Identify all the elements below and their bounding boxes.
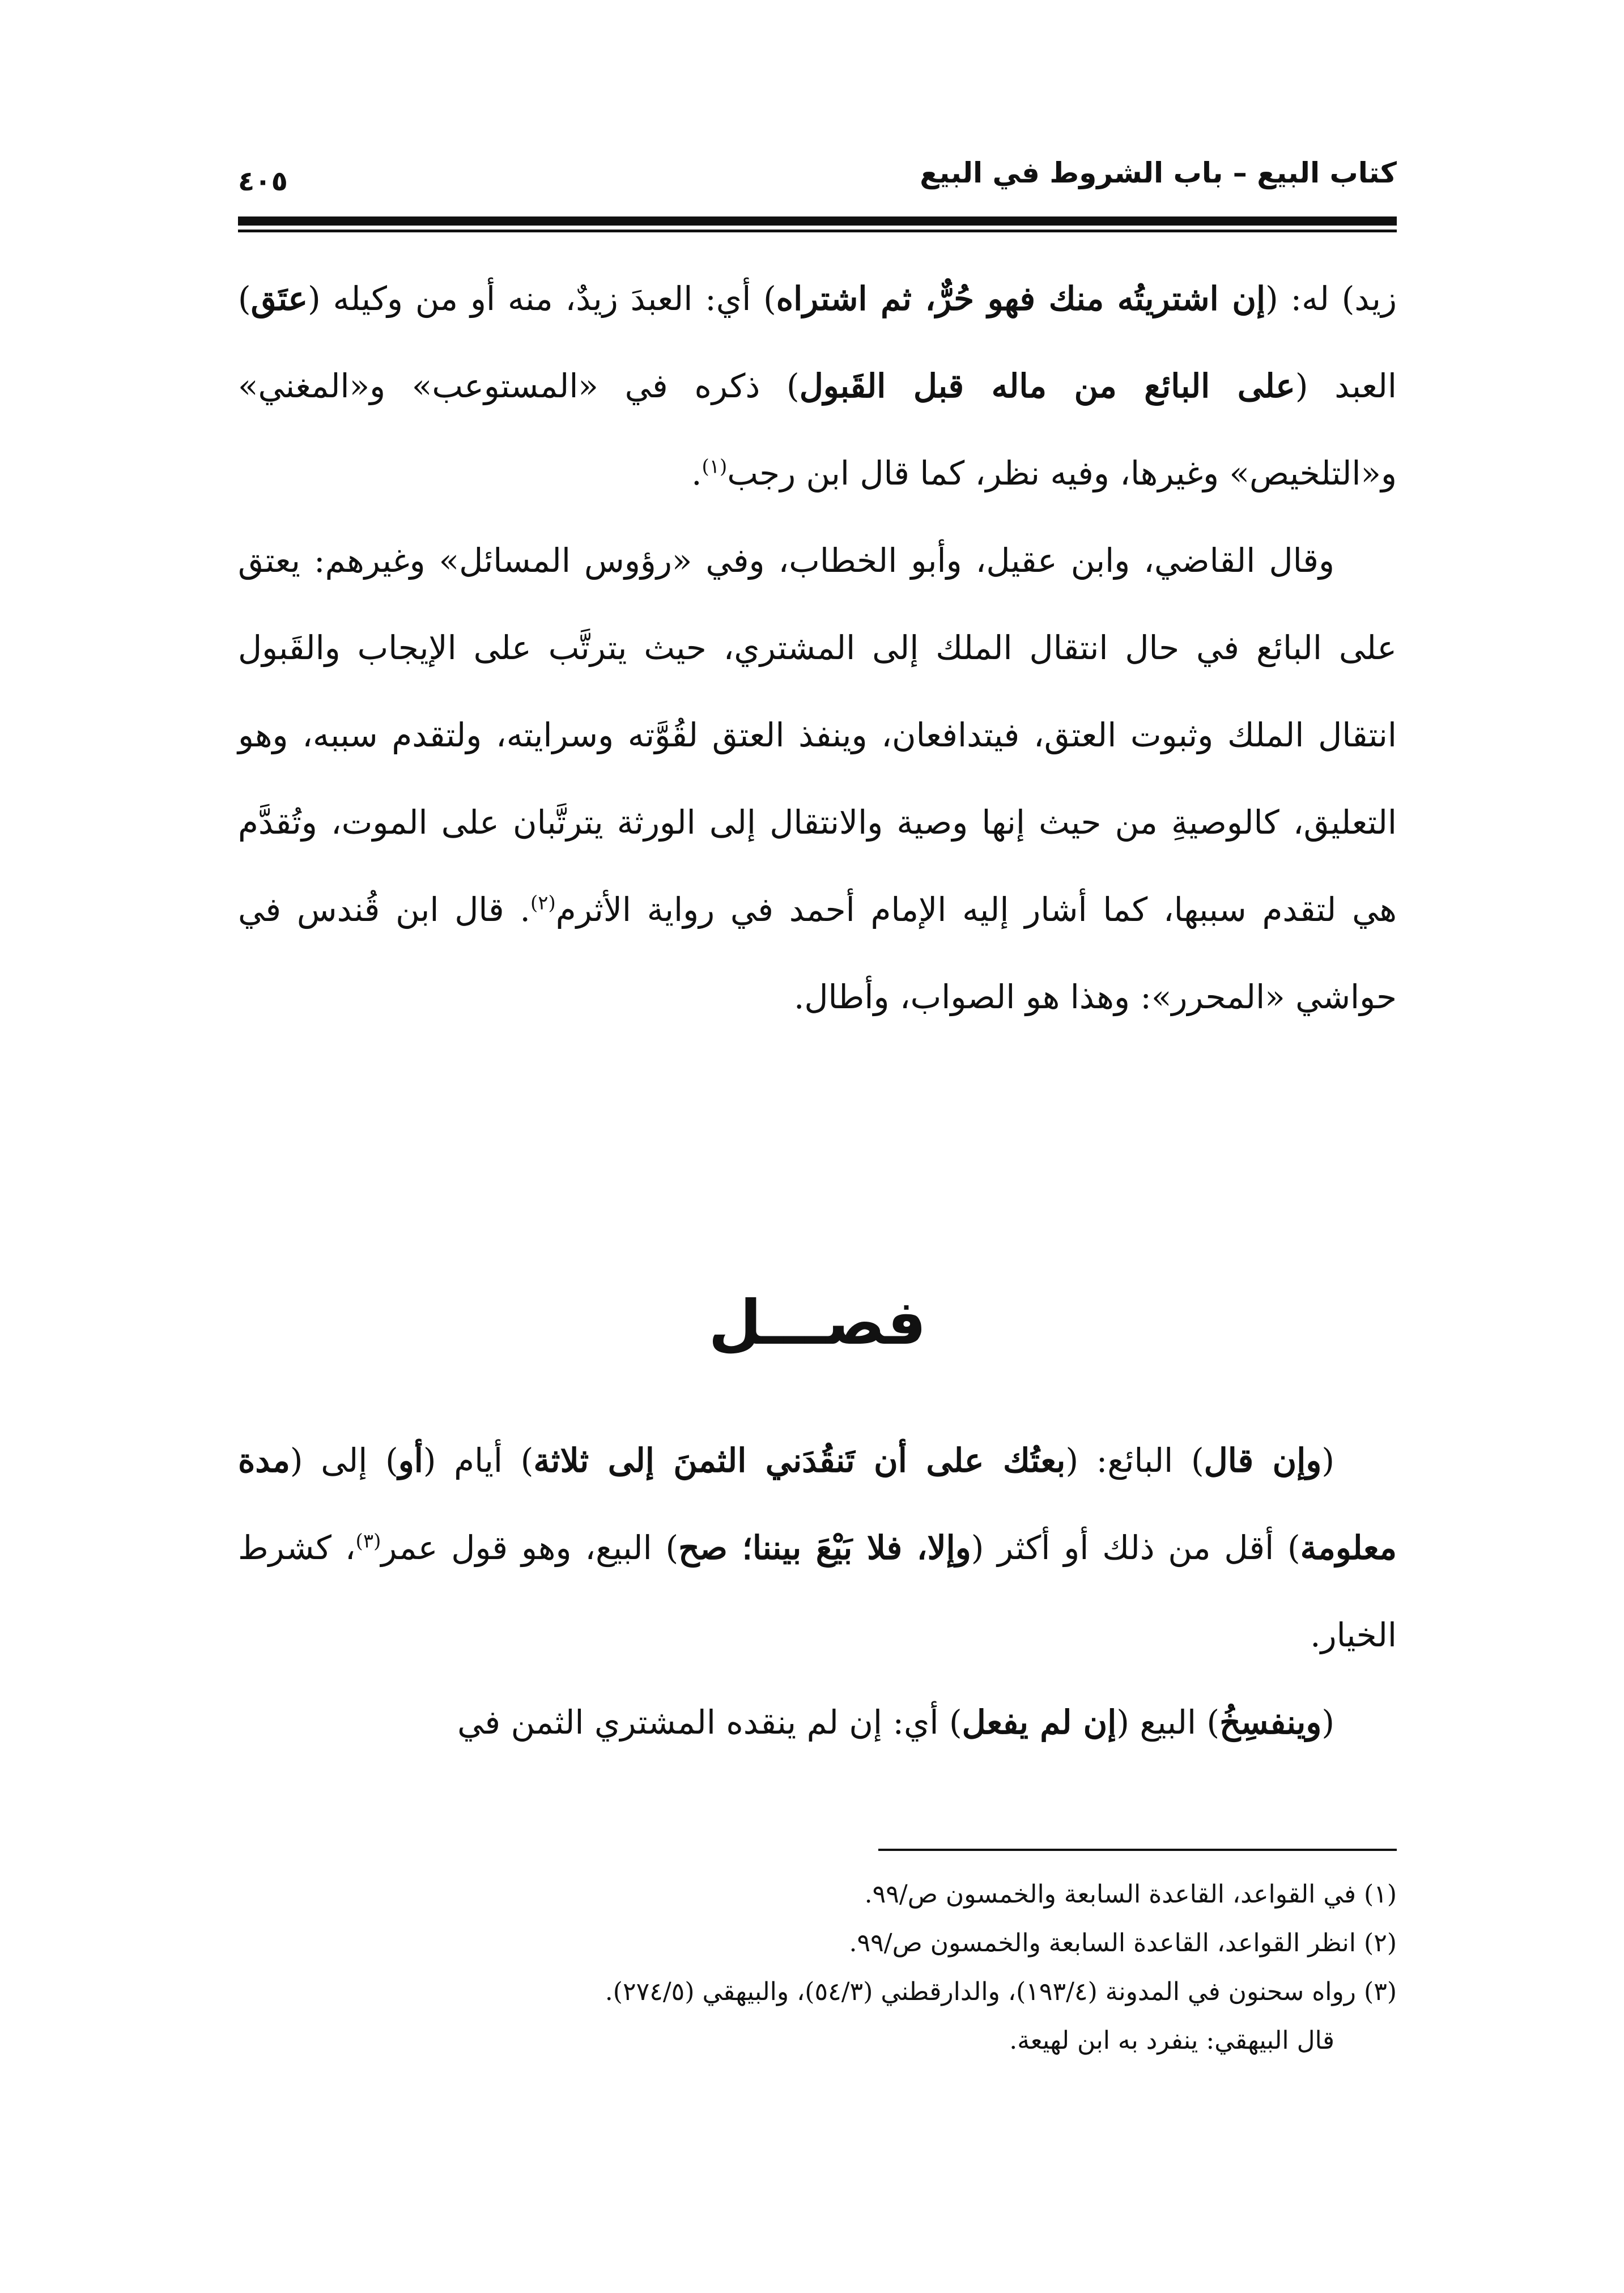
main-text <box>238 255 1397 1041</box>
text-run: ، كشرط الخيار. <box>238 1528 1397 1654</box>
footnote-continuation: قال البيهقي: ينفرد به ابن لهيعة. <box>1009 2026 1334 2055</box>
paragraph-1 <box>238 255 1397 517</box>
text-run: زيد) له: ( <box>1265 279 1397 318</box>
header-rule-thin <box>238 230 1397 232</box>
text-run: ) البيع ( <box>1116 1703 1220 1742</box>
text-run: ) البائع: ( <box>1065 1441 1204 1480</box>
footnote-marker: (١) <box>702 455 728 478</box>
paragraph-2 <box>238 517 1397 1041</box>
bold-run: إن لم يفعل <box>962 1703 1117 1742</box>
page-header <box>238 153 1397 207</box>
bold-run: إن اشتريتُه منك فهو حُرٌّ، ثم اشتراه <box>776 279 1266 318</box>
footnote-separator <box>878 1849 1397 1851</box>
bold-run: مدة معلومة <box>238 1441 1397 1567</box>
text-run: ) أيام ( <box>423 1441 534 1480</box>
text-run: ( <box>1321 1441 1334 1480</box>
text-run: . <box>691 454 702 492</box>
bold-run: وإلا، فلا بَيْعَ بيننا؛ صح <box>678 1528 971 1567</box>
text-run: . قال ابن قُندس في حواشي «المحرر»: وهذا هو الصواب، وأطال. <box>238 890 1397 1016</box>
page-number: ٤٠٥ <box>238 165 288 197</box>
text-run: ) أي: العبدَ زيدٌ، منه أو من وكيله ( <box>308 279 776 318</box>
bold-run: بعتُك على أن تَنقُدَني الثمنَ إلى ثلاثة <box>533 1441 1066 1480</box>
footnote: (١) في القواعد، القاعدة السابعة والخمسون ص/٩٩. <box>864 1880 1397 1909</box>
text-run: ) العبد ( <box>238 279 1397 405</box>
section-heading: فصـــل <box>708 1288 926 1358</box>
footnote: (٢) انظر القواعد، القاعدة السابعة والخمسون ص/٩٩. <box>849 1929 1397 1957</box>
footnote: (٣) رواه سحنون في المدونة (١٩٣/٤)، والدارقطني (٥٤/٣)، والبيهقي (٢٧٤/٥). <box>605 1977 1397 2006</box>
footnote-marker: (٣) <box>355 1530 381 1553</box>
main-text-2 <box>238 1417 1397 1766</box>
bold-run: على البائع من ماله قبل القَبول <box>799 367 1295 405</box>
paragraph-4 <box>238 1679 1397 1766</box>
bold-run: عتَق <box>250 279 308 318</box>
text-run: ) ذكره في «المستوعب» و«المغني» و«التلخيص» وغيرها، وفيه نظر، كما قال ابن رجب <box>238 367 1397 492</box>
paragraph-3 <box>238 1417 1397 1679</box>
text-run: ) أقل من ذلك أو أكثر ( <box>971 1528 1300 1567</box>
running-title: كتاب البيع – باب الشروط في البيع <box>920 156 1397 189</box>
text-run: ) البيع، وهو قول عمر <box>381 1528 679 1567</box>
text-run: ( <box>1321 1703 1334 1742</box>
bold-run: وإن قال <box>1204 1441 1322 1480</box>
footnote-marker: (٢) <box>530 891 556 915</box>
bold-run: أو <box>398 1441 423 1480</box>
text-run: وقال القاضي، وابن عقيل، وأبو الخطاب، وفي «رؤوس المسائل» وغيرهم: يعتق على البائع في حال انتقال الملك إلى المشتري، حيث يترتَّب على الإيجاب والقَبول انتقال الملك وثبوت العتق، فيتدافعان، وينفذ العتق لقُوَّته وسرايته، ولتقدم سببه، وهو التعليق، كالوصيةِ من حيث إنها وصية والانتقال إلى الورثة يترتَّبان على الموت، وتُقدَّم هي لتقدم سببها، كما أشار إليه الإمام أحمد في رواية الأثرم <box>238 541 1397 929</box>
footnotes <box>238 1870 1397 2065</box>
text-run: ) إلى ( <box>290 1441 398 1480</box>
text-run: ) أي: إن لم ينقده المشتري الثمن في <box>457 1703 962 1742</box>
bold-run: وينفسِخُ <box>1219 1703 1322 1742</box>
header-rule <box>238 216 1397 226</box>
